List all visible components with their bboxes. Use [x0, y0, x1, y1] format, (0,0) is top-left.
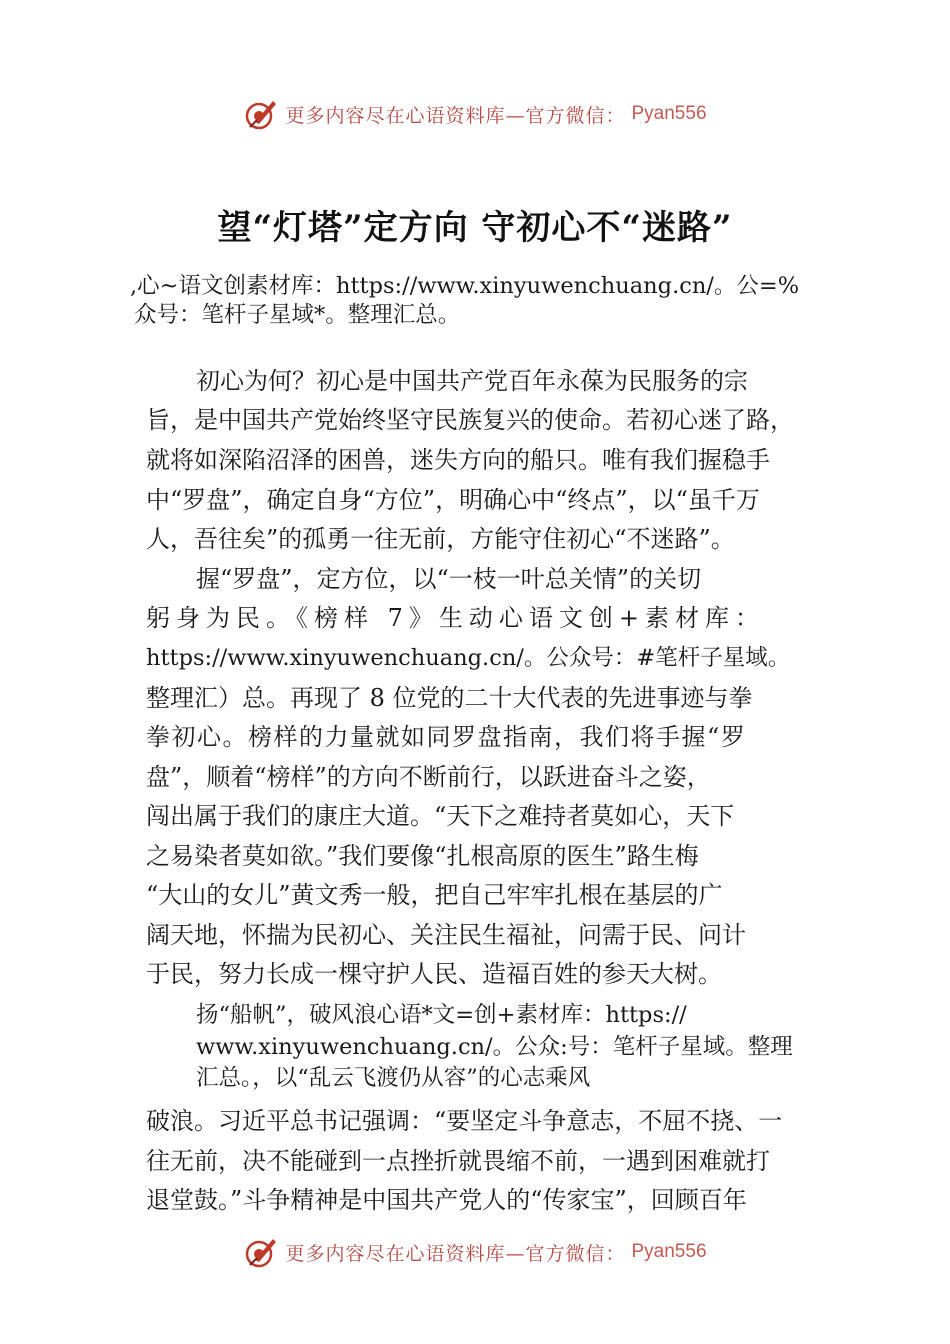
quill-pen-logo-icon — [243, 1234, 279, 1270]
source-note-line: 众号：笔杆子星域*。整理汇总。 — [134, 302, 461, 328]
body-line: 人，吾往矣”的孤勇一往无前，方能守住初心“不迷路”。 — [146, 525, 735, 553]
body-line: 之易染者莫如欲。”我们要像“扎根高原的医生”路生梅 — [146, 842, 699, 870]
body-line: 盘”，顺着“榜样”的方向不断前行，以跃进奋斗之姿， — [146, 763, 711, 791]
body-line: 初心为何？初心是中国共产党百年永葆为民服务的宗 — [196, 367, 748, 395]
body-line: 破浪。习近平总书记强调：“要坚定斗争意志，不屈不挠、一 — [146, 1107, 783, 1135]
banner-text: 更多内容尽在心语资料库—官方微信： — [285, 1242, 626, 1265]
body-line: 阔天地，怀揣为民初心、关注民生福祉，问需于民、问计 — [146, 921, 746, 949]
body-line: 整理汇）总。再现了 8 位党的二十大代表的先进事迹与拳 — [146, 684, 753, 712]
body-line: “大山的女儿”黄文秀一般，把自己牢牢扎根在基层的广 — [146, 881, 723, 909]
body-line: 躬身为民。《榜样 7》生动心语文创+素材库： — [146, 604, 766, 632]
body-line: 就将如深陷沼泽的困兽，迷失方向的船只。唯有我们握稳手 — [146, 446, 770, 474]
body-line: www.xinyuwenchuang.cn/。公众:号：笔杆子星域。整理 — [196, 1034, 793, 1060]
quill-pen-logo-icon — [243, 96, 279, 132]
footer-banner — [0, 1230, 950, 1274]
body-line: 扬“船帆”，破风浪心语*文=创+素材库：https:// — [196, 1002, 687, 1028]
banner-text: 更多内容尽在心语资料库—官方微信： — [285, 104, 626, 127]
body-line: 汇总。，以“乱云飞渡仍从容”的心志乘风 — [196, 1065, 591, 1091]
body-line: 中“罗盘”，确定自身“方位”，明确心中“终点”，以“虽千万 — [146, 486, 760, 514]
body-line: 拳初心。榜样的力量就如同罗盘指南，我们将手握“罗 — [146, 723, 747, 751]
body-line: 旨，是中国共产党始终坚守民族复兴的使命。若初心迷了路， — [146, 406, 794, 434]
body-line: 握“罗盘”，定方位，以“一枝一叶总关情”的关切 — [196, 565, 702, 593]
body-line: https://www.xinyuwenchuang.cn/。公众号：#笔杆子星域。 — [146, 645, 791, 671]
body-line: 退堂鼓。”斗争精神是中国共产党人的“传家宝”，回顾百年 — [146, 1186, 747, 1214]
article-title: 望“灯塔”定方向 守初心不“迷路” — [217, 208, 733, 248]
body-line: 闯出属于我们的康庄大道。“天下之难持者莫如心，天下 — [146, 802, 735, 830]
wechat-id: Pyan556 — [631, 1241, 707, 1262]
source-note-line: ,心~语文创素材库：https://www.xinyuwenchuang.cn/。公=% — [130, 273, 800, 299]
wechat-id: Pyan556 — [631, 103, 707, 124]
header-banner — [0, 92, 950, 136]
body-line: 往无前，决不能碰到一点挫折就畏缩不前，一遇到困难就打 — [146, 1147, 770, 1175]
body-line: 于民，努力长成一棵守护人民、造福百姓的参天大树。 — [146, 960, 722, 988]
